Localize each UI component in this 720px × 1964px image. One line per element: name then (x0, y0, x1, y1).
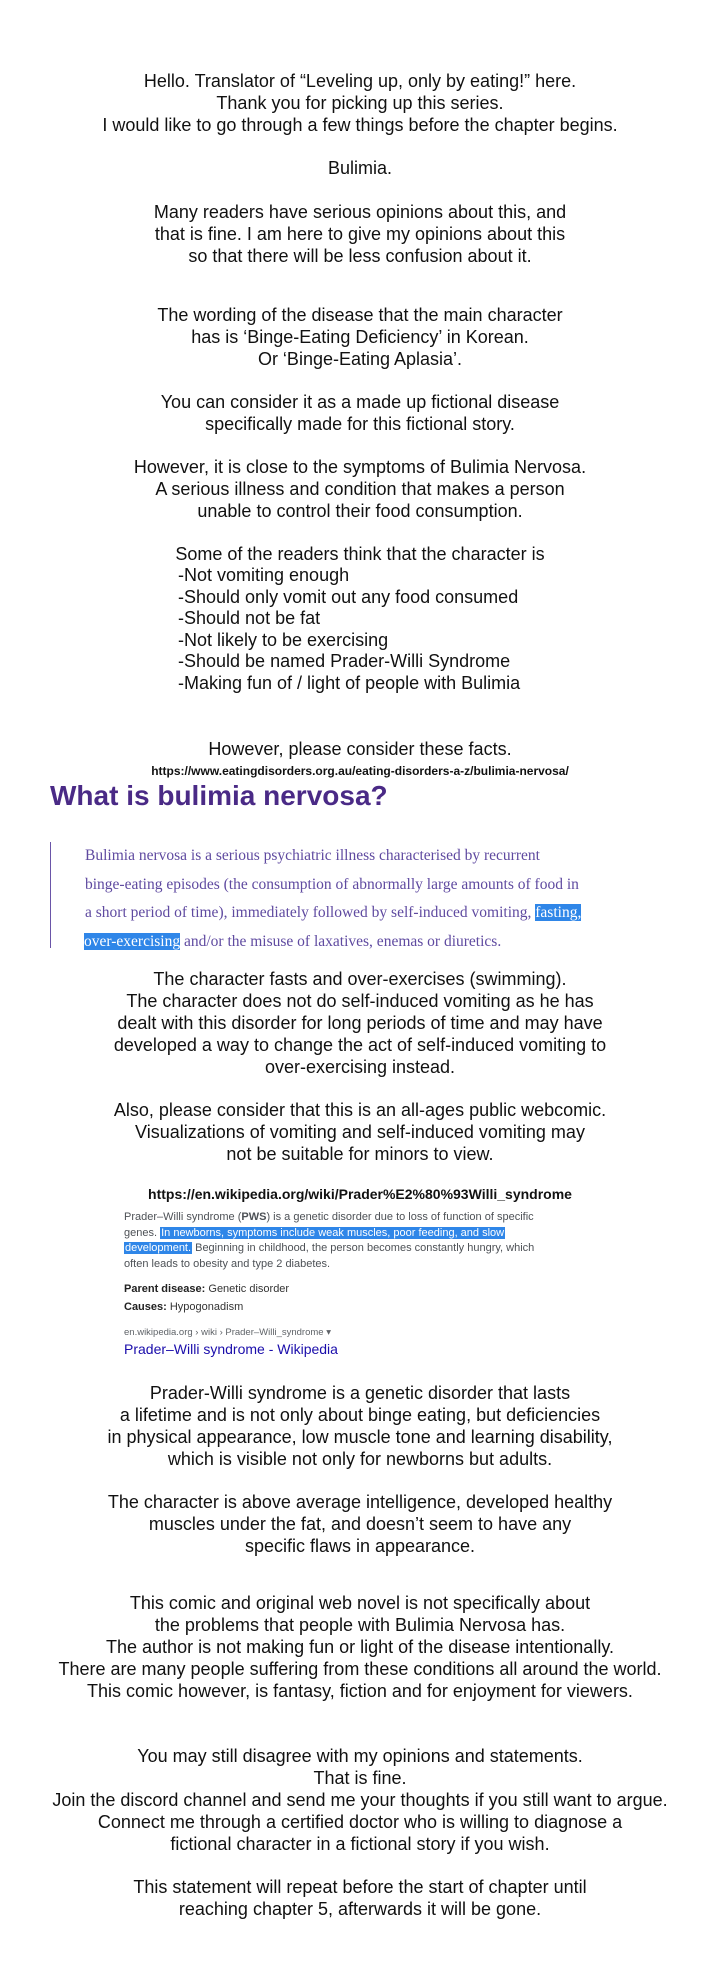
fact-label: Causes: (124, 1301, 167, 1313)
wiki-breadcrumb[interactable]: en.wikipedia.org › wiki › Prader–Willi_syndrome ▾ (124, 1327, 331, 1338)
text-line: The author is not making fun or light of the disease intentionally. (106, 1637, 614, 1657)
repeat-paragraph (0, 1876, 720, 1920)
text-line: dealt with this disorder for long periods of time and may have (117, 1013, 603, 1033)
text-line: muscles under the fat, and doesn’t seem to have any (148, 1514, 572, 1534)
wiki-snippet-text (124, 1210, 594, 1272)
snippet-text: Prader–Willi syndrome ( (124, 1211, 242, 1223)
text-line: Join the discord channel and send me your thoughts if you still want to argue. (52, 1790, 668, 1810)
snippet-line (124, 1226, 594, 1242)
highlighted-text: over-exercising (84, 932, 181, 950)
text-line: The character is above average intelligence, developed healthy (107, 1492, 613, 1512)
quote-line: binge-eating episodes (the consumption of abnormally large amounts of food in (85, 875, 579, 893)
above-average-paragraph (0, 1491, 720, 1557)
text-line: The wording of the disease that the main character (157, 305, 563, 325)
fact-value: Hypogonadism (166, 1301, 244, 1313)
wiki-result-link[interactable]: Prader–Willi syndrome - Wikipedia (124, 1341, 338, 1357)
text-line: Bulimia. (327, 158, 393, 178)
quote-text-plain: and/or the misuse of laxatives, enemas or diuretics. (180, 932, 502, 950)
text-line: that is fine. I am here to give my opinions about this (154, 224, 566, 244)
text-line: The character fasts and over-exercises (swimming). (153, 969, 567, 989)
text-line: I would like to go through a few things before the chapter begins. (102, 115, 618, 135)
text-line: unable to control their food consumption. (197, 501, 523, 521)
list-item: -Should be named Prader-Willi Syndrome (178, 651, 511, 671)
text-line: Hello. Translator of “Leveling up, only by eating!” here. (143, 71, 577, 91)
made-up-paragraph (0, 391, 720, 435)
text-line: reaching chapter 5, afterwards it will be gone. (178, 1899, 542, 1919)
fact-value: Genetic disorder (205, 1283, 290, 1295)
text-line: so that there will be less confusion about it. (188, 246, 532, 266)
readers-think-intro (0, 543, 720, 565)
not-about-paragraph (0, 1592, 720, 1702)
highlighted-text: In newborns, symptoms include weak muscles, poor feeding, and slow (161, 1226, 505, 1239)
text-line: which is visible not only for newborns but adults. (167, 1449, 553, 1469)
quote-line (85, 899, 695, 928)
text-line: not be suitable for minors to view. (226, 1144, 494, 1164)
text-line: Connect me through a certified doctor who is willing to diagnose a (97, 1812, 623, 1832)
text-line: in physical appearance, low muscle tone and learning disability, (107, 1427, 613, 1447)
text-line: Also, please consider that this is an all-ages public webcomic. (113, 1100, 607, 1120)
snippet-bold: PWS (241, 1211, 267, 1223)
text-line: There are many people suffering from these conditions all around the world. (58, 1659, 662, 1679)
text-line: the problems that people with Bulimia Nervosa has. (154, 1615, 566, 1635)
all-ages-paragraph (0, 1099, 720, 1165)
wikipedia-snippet-card (124, 1210, 594, 1357)
snippet-line (124, 1210, 594, 1226)
text-line: A serious illness and condition that makes a person (155, 479, 565, 499)
wording-paragraph (0, 304, 720, 370)
text-line: developed a way to change the act of self-induced vomiting to (113, 1035, 607, 1055)
text-line: a lifetime and is not only about binge eating, but deficiencies (119, 1405, 601, 1425)
fact-label: Parent disease: (124, 1283, 206, 1295)
text-line: However, it is close to the symptoms of Bulimia Nervosa. (133, 457, 587, 477)
highlighted-text: development. (125, 1242, 192, 1254)
text-line: Thank you for picking up this series. (216, 93, 504, 113)
text-line: You can consider it as a made up fictional disease (160, 392, 560, 412)
text-line: Visualizations of vomiting and self-induced vomiting may (135, 1122, 585, 1142)
text-line: That is fine. (313, 1768, 407, 1788)
text-line: However, please consider these facts. (208, 739, 512, 759)
quote-line: Bulimia nervosa is a serious psychiatric illness characterised by recurrent (85, 847, 540, 864)
text-line: This comic however, is fantasy, fiction and for enjoyment for viewers. (87, 1681, 633, 1701)
bulimia-card-title: What is bulimia nervosa? (50, 780, 388, 811)
text-line: This comic and original web novel is not specifically about (129, 1593, 591, 1613)
source-url-eatingdisorders: https://www.eatingdisorders.org.au/eating-disorders-a-z/bulimia-nervosa/ (151, 764, 569, 778)
text-line: Or ‘Binge-Eating Aplasia’. (257, 349, 463, 369)
wiki-parent-disease (124, 1283, 594, 1295)
text-line: fictional character in a fictional story if you wish. (170, 1834, 550, 1854)
list-item: -Should only vomit out any food consumed (178, 586, 519, 607)
text-line: Many readers have serious opinions about this, and (153, 202, 567, 222)
text-line: specific flaws in appearance. (244, 1536, 476, 1556)
opinions-paragraph (0, 201, 720, 267)
snippet-text: Beginning in childhood, the person becomes constantly hungry, which (192, 1242, 535, 1254)
readers-think-list (178, 565, 520, 694)
text-line: Prader-Willi syndrome is a genetic disorder that lasts (149, 1383, 571, 1403)
close-to-paragraph (0, 456, 720, 522)
text-line: Some of the readers think that the character is (175, 544, 545, 564)
text-line: This statement will repeat before the start of chapter until (133, 1877, 587, 1897)
bulimia-card-quote (50, 842, 691, 948)
snippet-text: genes. (124, 1226, 161, 1239)
consider-facts (0, 738, 720, 760)
quote-line (84, 928, 695, 957)
text-line: over-exercising instead. (264, 1057, 456, 1077)
text-line: The character does not do self-induced vomiting as he has (126, 991, 594, 1011)
disagree-paragraph (0, 1745, 720, 1855)
quote-text-plain: a short period of time), immediately followed by self-induced vomiting, (85, 904, 536, 922)
highlighted-text: fasting, (535, 904, 582, 922)
character-fasts-paragraph (0, 968, 720, 1078)
list-item: -Should not be fat (178, 608, 321, 628)
intro-paragraph (0, 70, 720, 136)
list-item: -Not likely to be exercising (178, 629, 389, 650)
source-url-wikipedia: https://en.wikipedia.org/wiki/Prader%E2%80%93Willi_syndrome (148, 1186, 572, 1202)
text-line: specifically made for this fictional story. (205, 414, 515, 434)
pws-paragraph (0, 1382, 720, 1470)
list-item: -Making fun of / light of people with Bulimia (178, 672, 521, 693)
bulimia-heading (0, 157, 720, 179)
snippet-text: ) is a genetic disorder due to loss of function of specific (266, 1211, 534, 1223)
text-line: has is ‘Binge-Eating Deficiency’ in Korean. (191, 327, 529, 347)
text-line: You may still disagree with my opinions and statements. (137, 1746, 583, 1766)
wiki-causes (124, 1301, 594, 1313)
bulimia-card-text (85, 842, 695, 956)
snippet-line (124, 1241, 594, 1257)
list-item: -Not vomiting enough (178, 565, 350, 585)
snippet-line: often leads to obesity and type 2 diabetes. (124, 1257, 331, 1270)
